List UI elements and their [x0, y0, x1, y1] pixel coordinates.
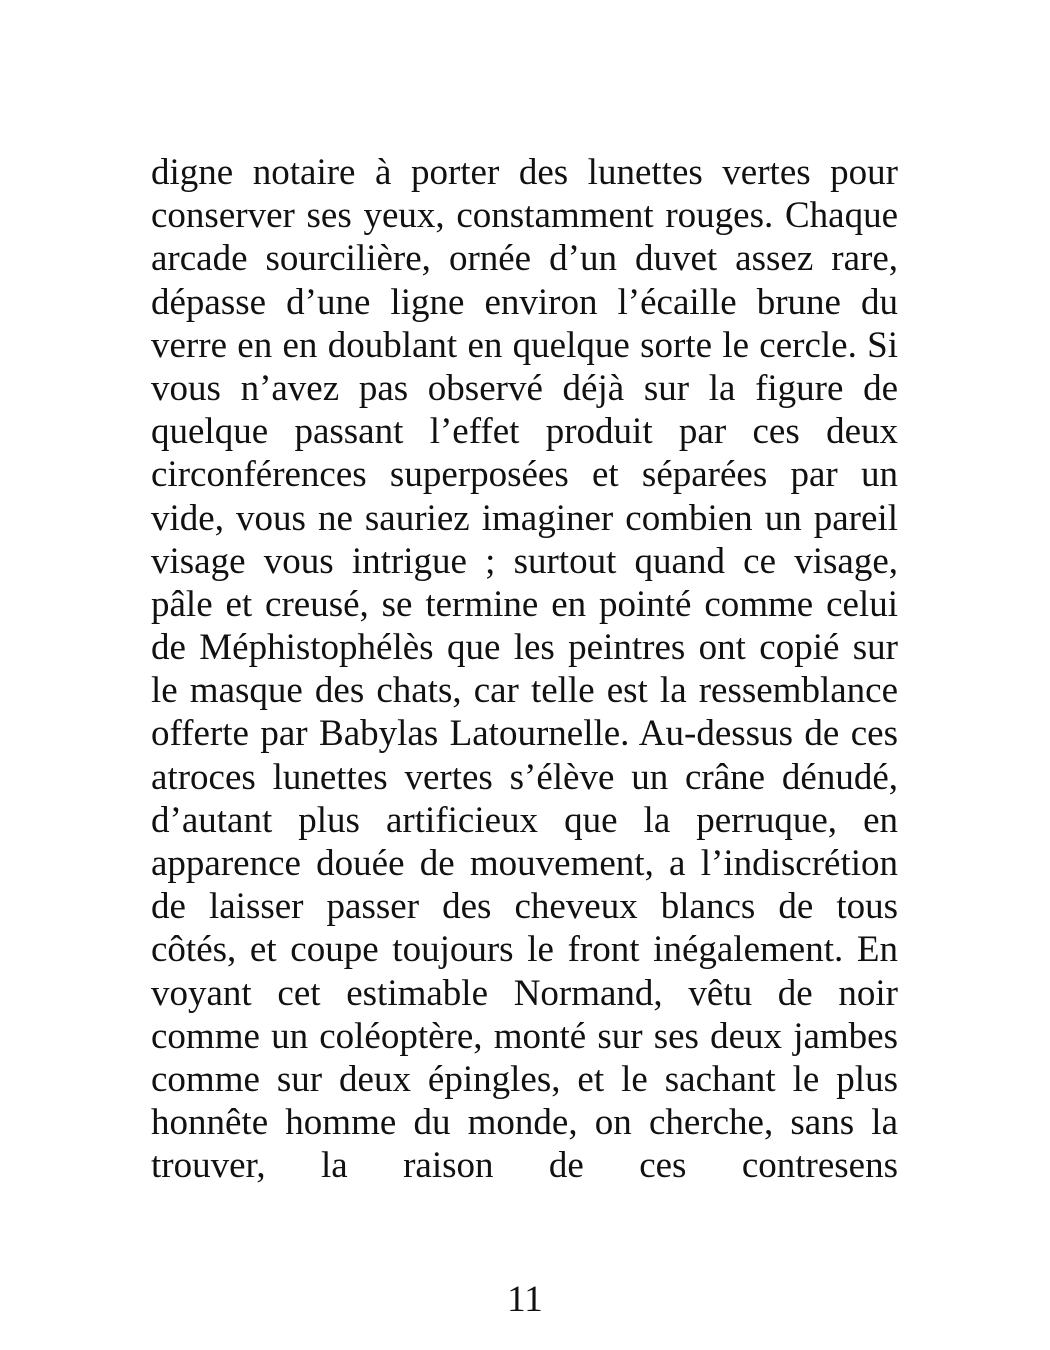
- text-line: atroces lunettes vertes s’élève un crâne dénudé,: [151, 756, 898, 798]
- body-text: [151, 151, 898, 1188]
- text-line: vide, vous ne sauriez imaginer combien un pareil: [151, 497, 898, 539]
- text-line: conserver ses yeux, constamment rouges. Chaque: [151, 195, 898, 237]
- text-line: trouver, la raison de ces contresens: [151, 1145, 898, 1187]
- page-number: 11: [507, 1279, 543, 1320]
- text-line: apparence douée de mouvement, a l’indiscrétion: [151, 843, 898, 884]
- text-line: circonférences superposées et séparées par un: [151, 454, 898, 496]
- text-line: comme sur deux épingles, et le sachant le plus: [151, 1058, 898, 1100]
- text-line: vous n’avez pas observé déjà sur la figure de: [151, 367, 898, 409]
- text-line: arcade sourcilière, ornée d’un duvet assez rare,: [151, 238, 898, 280]
- text-line: le masque des chats, car telle est la ressemblance: [151, 670, 898, 712]
- text-line: digne notaire à porter des lunettes vertes pour: [151, 152, 898, 193]
- text-line: visage vous intrigue ; surtout quand ce visage,: [151, 540, 898, 582]
- text-line: verre en en doublant en quelque sorte le cercle. Si: [151, 324, 898, 366]
- text-line: comme un coléoptère, monté sur ses deux jambes: [151, 1015, 898, 1057]
- text-line: quelque passant l’effet produit par ces deux: [151, 411, 898, 453]
- text-line: pâle et creusé, se termine en pointé comme celui: [151, 583, 898, 625]
- text-line: voyant cet estimable Normand, vêtu de noir: [151, 972, 898, 1014]
- text-line: offerte par Babylas Latournelle. Au-dessus de ces: [151, 713, 898, 755]
- text-line: côtés, et coupe toujours le front inégalement. En: [151, 929, 898, 971]
- text-line: de laisser passer des cheveux blancs de tous: [151, 886, 898, 928]
- text-line: honnête homme du monde, on cherche, sans la: [151, 1102, 898, 1144]
- text-line: dépasse d’une ligne environ l’écaille brune du: [151, 281, 898, 323]
- text-line: d’autant plus artificieux que la perruque, en: [151, 799, 898, 841]
- text-line: de Méphistophélès que les peintres ont copié sur: [151, 627, 898, 669]
